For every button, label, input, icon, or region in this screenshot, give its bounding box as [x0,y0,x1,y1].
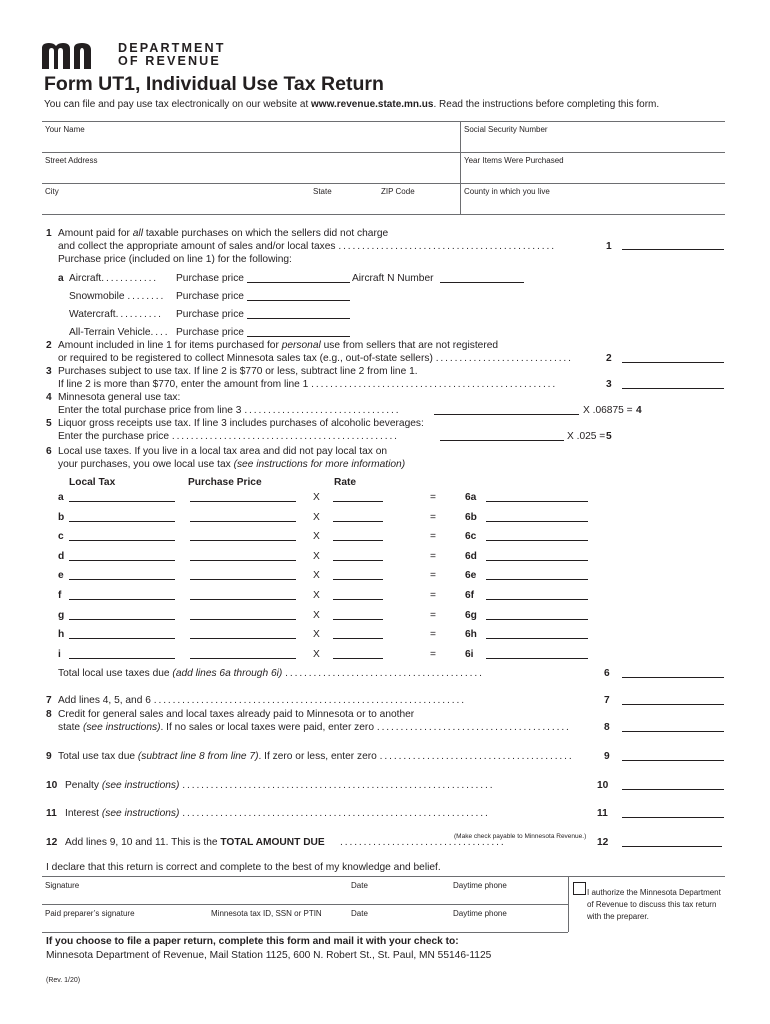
equals-sign: = [430,570,436,581]
revision-date: (Rev. 1/20) [46,977,81,984]
line-6-row-amount-field[interactable] [486,540,588,541]
state-label: State [313,187,332,196]
county-field[interactable] [461,183,725,214]
aircraft-n-number-field[interactable] [440,282,524,283]
preparer-date-label: Date [351,909,368,918]
preparer-date-field[interactable] [348,904,448,932]
preparer-signature-label: Paid preparer’s signature [45,909,135,918]
line-4-number: 4 [46,392,52,403]
line-12-box-number: 12 [597,837,609,848]
line-10-box-number: 10 [597,780,609,791]
item-atv: All-Terrain Vehicle.... [69,327,170,338]
line-1-box-number: 1 [606,241,612,252]
atv-price-label: Purchase price [176,327,244,338]
line-6-row-ref: 6f [465,590,475,601]
line-3-text: Purchases subject to use tax. If line 2 is $770 or less, subtract line 2 from line 1. [58,366,418,377]
times-sign: X [313,590,320,601]
signature-date-field[interactable] [348,876,448,904]
line-6-row-letter: i [58,649,61,660]
line-1-text-2: and collect the appropriate amount of sales and/or local taxes .............................................. [58,241,556,252]
line-7-amount-field[interactable] [622,704,724,705]
line-7-text: Add lines 4, 5, and 6 .................................................................. [58,695,466,706]
line-12-number: 12 [46,837,58,848]
line-6-number: 6 [46,446,52,457]
city-field[interactable] [42,183,310,214]
col-local-tax: Local Tax [69,477,116,488]
line-3-box-number: 3 [606,379,612,390]
line-1-text-3: Purchase price (included on line 1) for the following: [58,254,292,265]
col-purchase-price: Purchase Price [188,477,262,488]
rate-field[interactable] [333,579,383,580]
snowmobile-price-label: Purchase price [176,291,244,302]
line-6-row-ref: 6b [465,512,477,523]
line-6-row-letter: f [58,590,62,601]
times-sign: X [313,649,320,660]
aircraft-n-number-label: Aircraft N Number [352,273,434,284]
mailing-address: Minnesota Department of Revenue, Mail Station 1125, 600 N. Robert St., St. Paul, MN 55146-1125 [46,950,492,961]
line-1-number: 1 [46,228,52,239]
signature-date-label: Date [351,881,368,890]
line-8-text: Credit for general sales and local taxes already paid to Minnesota or to another [58,709,415,720]
line-6-row-ref: 6a [465,492,477,503]
line-6-row-ref: 6g [465,610,477,621]
line-5-box-number: 5 [606,431,612,442]
line-2-number: 2 [46,340,52,351]
line-3-number: 3 [46,366,52,377]
line-6-amount-field[interactable] [622,677,724,678]
purchase-price-field[interactable] [190,579,296,580]
department-name: DEPARTMENT OF REVENUE [118,41,226,68]
rate-field[interactable] [333,560,383,561]
line-6-row-amount-field[interactable] [486,560,588,561]
equals-sign: = [430,551,436,562]
preparer-signature-field[interactable] [42,904,207,932]
line-10-text: Penalty (see instructions) .................................................................. [65,780,495,791]
authorize-checkbox[interactable] [573,882,586,895]
line-2-text-2: or required to be registered to collect Minnesota sales tax (e.g., out-of-state sellers) ............................. [58,353,573,364]
street-address-field[interactable] [42,152,460,183]
your-name-field[interactable] [42,121,460,152]
purchase-price-field[interactable] [190,638,296,639]
line-6-row-ref: 6c [465,531,477,542]
watercraft-price-label: Purchase price [176,309,244,320]
preparer-phone-label: Daytime phone [453,909,507,918]
local-tax-field[interactable] [69,501,175,502]
line-4-text-2: Enter the total purchase price from line 3 ................................. [58,405,401,416]
line-5-price-field[interactable] [440,440,564,441]
line-4-text: Minnesota general use tax: [58,392,181,403]
signature-label: Signature [45,881,80,890]
equals-sign: = [430,610,436,621]
line-10-amount-field[interactable] [622,789,724,790]
snowmobile-price-field[interactable] [247,300,350,301]
line-12-amount-field[interactable] [622,846,722,847]
atv-price-field[interactable] [247,336,350,337]
line-6-text-2: your purchases, you owe local use tax (see instructions for more information) [58,459,406,470]
line-6-row-letter: e [58,570,64,581]
times-sign: X [313,570,320,581]
times-sign: X [313,610,320,621]
item-snowmobile: Snowmobile ........ [69,291,166,302]
tax-id-field[interactable] [208,904,347,932]
item-aircraft: Aircraft............ [69,273,159,284]
your-name-label: Your Name [45,125,85,134]
equals-sign: = [430,512,436,523]
line-6-row-ref: 6d [465,551,477,562]
purchase-price-field[interactable] [190,501,296,502]
times-sign: X [313,531,320,542]
aircraft-price-label: Purchase price [176,273,244,284]
purchase-price-field[interactable] [190,540,296,541]
mn-logo-icon [42,42,112,69]
line-6-total-text: Total local use taxes due (add lines 6a through 6i) .......................................... [58,668,484,679]
line-4-price-field[interactable] [434,414,579,415]
line-6-row-letter: d [58,551,65,562]
state-field[interactable] [310,183,378,214]
local-tax-field[interactable] [69,599,175,600]
times-sign: X [313,512,320,523]
local-tax-field[interactable] [69,658,175,659]
local-tax-field[interactable] [69,540,175,541]
line-7-number: 7 [46,695,52,706]
line-1-text: Amount paid for all taxable purchases on which the sellers did not charge [58,228,389,239]
declaration-text: I declare that this return is correct and complete to the best of my knowledge and belief. [46,862,441,873]
equals-sign: = [430,649,436,660]
rate-field[interactable] [333,638,383,639]
local-tax-field[interactable] [69,638,175,639]
purchase-price-field[interactable] [190,619,296,620]
rate-field[interactable] [333,501,383,502]
line-6-row-amount-field[interactable] [486,501,588,502]
daytime-phone-field[interactable] [450,876,567,904]
preparer-phone-field[interactable] [450,904,567,932]
times-sign: X [313,492,320,503]
line-5-text-2: Enter the purchase price ................................................ [58,431,399,442]
line-8-text-2: state (see instructions). If no sales or local taxes were paid, enter zero ......................................... [58,722,571,733]
line-11-number: 11 [46,808,57,819]
line-12-text: Add lines 9, 10 and 11. This is the TOTAL AMOUNT DUE [65,837,325,848]
line-6-row-amount-field[interactable] [486,579,588,580]
line-8-amount-field[interactable] [622,731,724,732]
line-8-box-number: 8 [604,722,610,733]
line-3-text-2: If line 2 is more than $770, enter the amount from line 1 .................................................... [58,379,558,390]
line-6-row-amount-field[interactable] [486,599,588,600]
daytime-phone-label: Daytime phone [453,881,507,890]
line-6-row-amount-field[interactable] [486,658,588,659]
year-purchased-field[interactable] [461,152,725,183]
rate-field[interactable] [333,599,383,600]
line-5-number: 5 [46,418,52,429]
street-address-label: Street Address [45,156,98,165]
equals-sign: = [430,531,436,542]
line-4-box-number: 4 [636,405,642,416]
revenue-website-link[interactable]: www.revenue.state.mn.us [311,99,434,110]
rate-field[interactable] [333,521,383,522]
local-tax-field[interactable] [69,619,175,620]
ssn-field[interactable] [461,121,725,152]
line-9-number: 9 [46,751,52,762]
line-11-text: Interest (see instructions) ................................................................. [65,808,490,819]
intro-text: You can file and pay use tax electronically on our website at www.revenue.state.mn.us. Read the instructions before completing this form. [44,99,660,110]
line-11-box-number: 11 [597,808,608,819]
line-12-note: (Make check payable to Minnesota Revenue.) [454,833,587,840]
line-2-text: Amount included in line 1 for items purchased for personal use from sellers that are not registered [58,340,499,351]
purchase-price-field[interactable] [190,560,296,561]
line-4-rate: X .06875 = [583,405,633,416]
year-purchased-label: Year Items Were Purchased [464,156,564,165]
watercraft-price-field[interactable] [247,318,350,319]
line-2-amount-field[interactable] [622,362,724,363]
line-9-box-number: 9 [604,751,610,762]
line-6-row-amount-field[interactable] [486,521,588,522]
line-5-rate: X .025 = [567,431,606,442]
purchase-price-field[interactable] [190,521,296,522]
line-6-row-letter: c [58,531,64,542]
line-6-row-letter: g [58,610,65,621]
times-sign: X [313,551,320,562]
line-9-text: Total use tax due (subtract line 8 from line 7). If zero or less, enter zero ......................................... [58,751,574,762]
line-1a-letter: a [58,273,64,284]
line-6-row-amount-field[interactable] [486,638,588,639]
equals-sign: = [430,492,436,503]
line-9-amount-field[interactable] [622,760,724,761]
local-tax-field[interactable] [69,579,175,580]
line-5-text: Liquor gross receipts use tax. If line 3 includes purchases of alcoholic beverages: [58,418,424,429]
mail-instructions: If you choose to file a paper return, complete this form and mail it with your check to: [46,936,459,947]
line-6-row-ref: 6e [465,570,477,581]
purchase-price-field[interactable] [190,599,296,600]
line-10-number: 10 [46,780,58,791]
rate-field[interactable] [333,619,383,620]
aircraft-price-field[interactable] [247,282,350,283]
zip-code-field[interactable] [378,183,460,214]
line-6-row-letter: h [58,629,65,640]
line-6-row-letter: b [58,512,65,523]
equals-sign: = [430,629,436,640]
local-tax-field[interactable] [69,560,175,561]
col-rate: Rate [334,477,357,488]
county-label: County in which you live [464,187,550,196]
ssn-label: Social Security Number [464,125,548,134]
form-title: Form UT1, Individual Use Tax Return [44,73,384,95]
line-6-row-letter: a [58,492,64,503]
line-1-amount-field[interactable] [622,249,724,250]
line-12-dots: ................................... [340,837,506,848]
line-8-number: 8 [46,709,52,720]
line-11-amount-field[interactable] [622,817,724,818]
equals-sign: = [430,590,436,601]
line-6-row-ref: 6h [465,629,477,640]
line-3-amount-field[interactable] [622,388,724,389]
zip-code-label: ZIP Code [381,187,415,196]
line-2-box-number: 2 [606,353,612,364]
line-6-row-ref: 6i [465,649,474,660]
line-6-row-amount-field[interactable] [486,619,588,620]
rate-field[interactable] [333,540,383,541]
times-sign: X [313,629,320,640]
rate-field[interactable] [333,658,383,659]
line-7-box-number: 7 [604,695,610,706]
authorize-text: I authorize the Minnesota Department of Revenue to discuss this tax return with the preparer. [587,888,721,921]
city-label: City [45,187,59,196]
line-6-box-number: 6 [604,668,610,679]
line-6-text: Local use taxes. If you live in a local tax area and did not pay local tax on [58,446,388,457]
tax-id-label: Minnesota tax ID, SSN or PTIN [211,909,322,918]
item-watercraft: Watercraft.......... [69,309,163,320]
purchase-price-field[interactable] [190,658,296,659]
signature-field[interactable] [42,876,347,904]
local-tax-field[interactable] [69,521,175,522]
